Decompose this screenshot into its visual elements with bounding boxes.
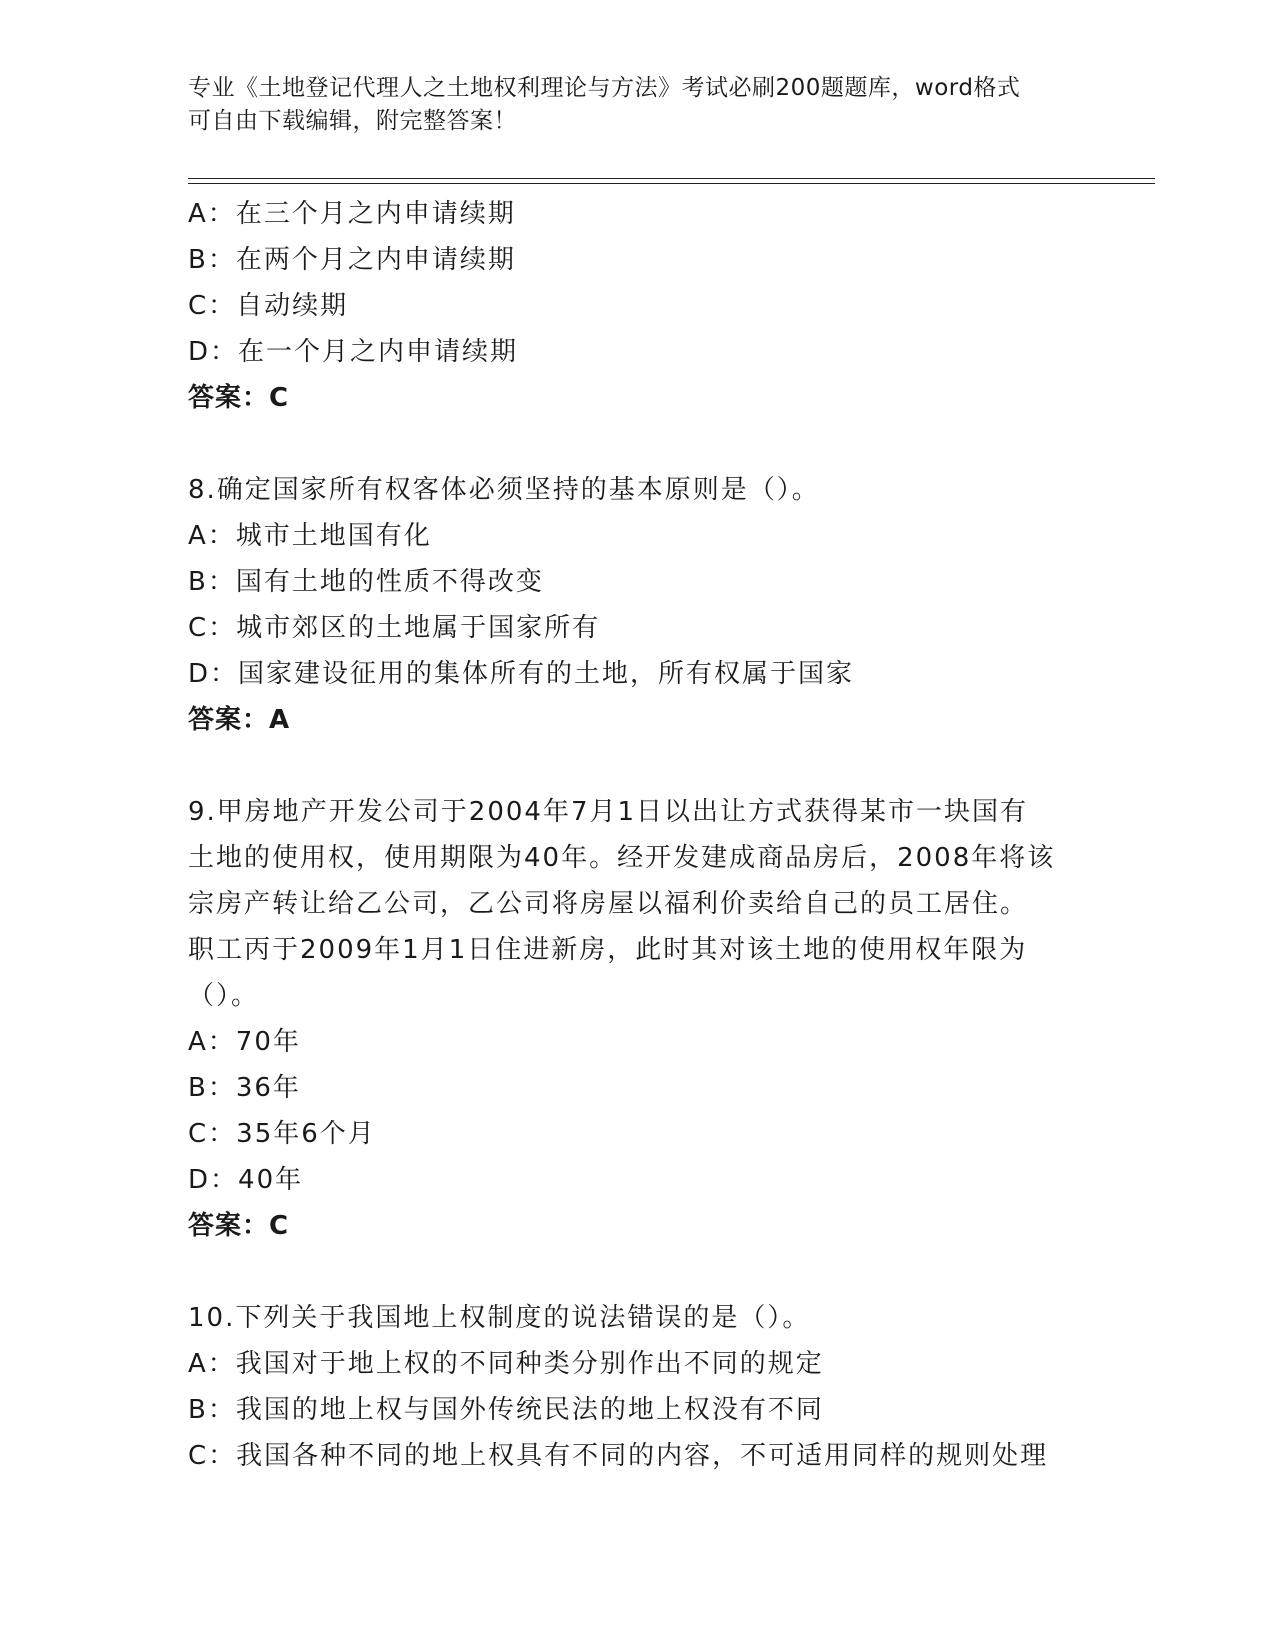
option-c: C：城市郊区的土地属于国家所有 — [188, 613, 601, 643]
question-7-tail — [188, 191, 1118, 421]
header-title-line-2: 可自由下载编辑，附完整答案！ — [188, 108, 517, 134]
option-b: B：我国的地上权与国外传统民法的地上权没有不同 — [188, 1395, 824, 1425]
question-stem-line: 职工丙于2009年1月1日住进新房，此时其对该土地的使用权年限为 — [188, 935, 1028, 965]
option-d: D：国家建设征用的集体所有的土地，所有权属于国家 — [188, 659, 855, 689]
option-a: A：70年 — [188, 1027, 301, 1057]
option-c: C：35年6个月 — [188, 1119, 376, 1149]
option-b: B：在两个月之内申请续期 — [188, 245, 516, 275]
option-a: A：我国对于地上权的不同种类分别作出不同的规定 — [188, 1349, 824, 1379]
option-b: B：国有土地的性质不得改变 — [188, 567, 544, 597]
header-divider-bottom — [188, 183, 1155, 184]
answer-label: 答案：C — [188, 1211, 290, 1241]
option-b: B：36年 — [188, 1073, 301, 1103]
question-stem-line: 土地的使用权，使用期限为40年。经开发建成商品房后，2008年将该 — [188, 843, 1056, 873]
option-a: A：在三个月之内申请续期 — [188, 199, 516, 229]
header-title-line-1: 专业《土地登记代理人之土地权利理论与方法》考试必刷200题题库，word格式 — [188, 75, 1021, 101]
question-stem: 8.确定国家所有权客体必须坚持的基本原则是（）。 — [188, 475, 820, 505]
question-list — [188, 191, 1118, 1479]
question-9 — [188, 789, 1118, 1249]
option-c: C：自动续期 — [188, 291, 349, 321]
document-header — [188, 72, 1088, 138]
question-stem-line: （）。 — [188, 981, 260, 1011]
question-spacer — [188, 743, 1118, 789]
question-8 — [188, 467, 1118, 743]
option-d: D：在一个月之内申请续期 — [188, 337, 519, 367]
option-a: A：城市土地国有化 — [188, 521, 432, 551]
header-divider-top — [188, 178, 1155, 179]
question-spacer — [188, 1249, 1118, 1295]
question-10 — [188, 1295, 1118, 1479]
answer-label: 答案：C — [188, 383, 290, 413]
answer-label: 答案：A — [188, 705, 291, 735]
question-spacer — [188, 421, 1118, 467]
question-stem: 10.下列关于我国地上权制度的说法错误的是（）。 — [188, 1303, 811, 1333]
question-stem-line: 宗房产转让给乙公司，乙公司将房屋以福利价卖给自己的员工居住。 — [188, 889, 1029, 919]
option-c: C：我国各种不同的地上权具有不同的内容，不可适用同样的规则处理 — [188, 1441, 1049, 1471]
question-stem-line: 9.甲房地产开发公司于2004年7月1日以出让方式获得某市一块国有 — [188, 797, 1029, 827]
option-d: D：40年 — [188, 1165, 304, 1195]
